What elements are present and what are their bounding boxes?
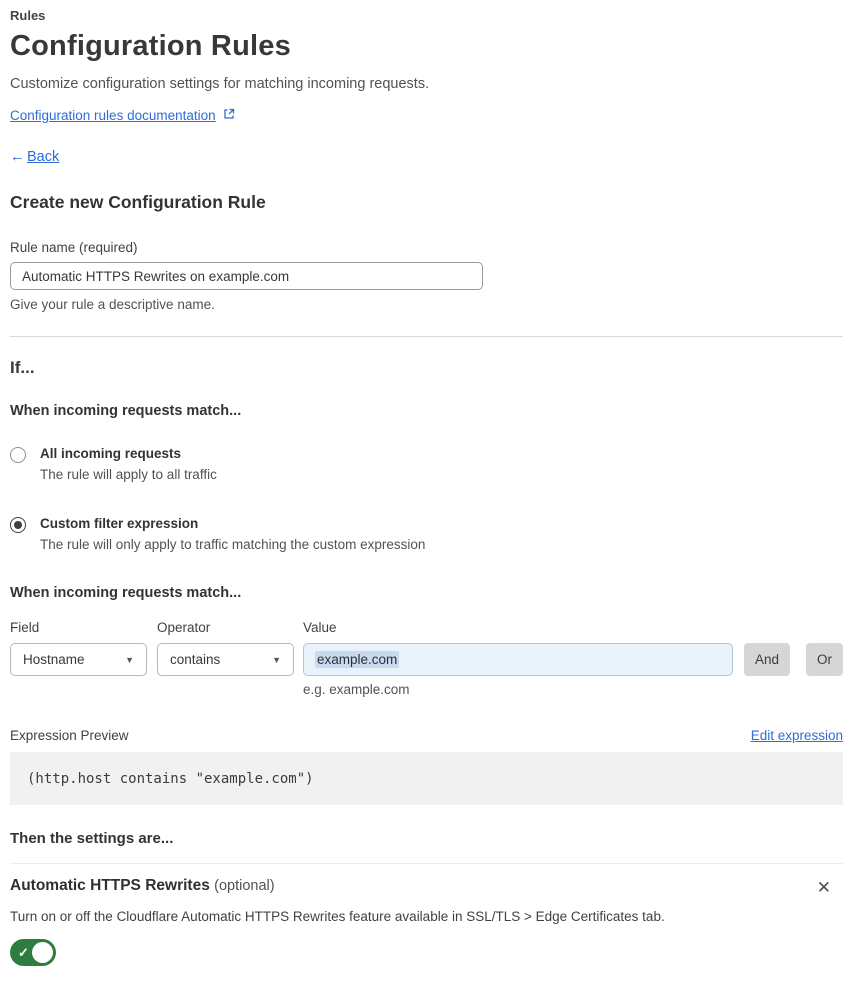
toggle-knob: [32, 942, 53, 963]
operator-select-value: contains: [170, 652, 221, 667]
breadcrumb: Rules: [10, 8, 46, 23]
value-helper: e.g. example.com: [303, 682, 410, 697]
rule-name-helper: Give your rule a descriptive name.: [10, 297, 215, 312]
builder-heading: When incoming requests match...: [10, 585, 242, 601]
field-select[interactable]: [10, 643, 147, 676]
field-label: Field: [10, 620, 40, 635]
operator-label: Operator: [157, 620, 211, 635]
expression-preview-code: (http.host contains "example.com"): [10, 752, 843, 805]
and-button[interactable]: And: [744, 643, 790, 676]
setting-divider: [10, 863, 843, 864]
radio-description: The rule will only apply to traffic matching the custom expression: [40, 537, 426, 552]
page-subtitle: Customize configuration settings for matching incoming requests.: [10, 76, 430, 92]
radio-button-unchecked[interactable]: [10, 447, 26, 463]
radio-button-checked[interactable]: [10, 517, 26, 533]
expression-preview-label: Expression Preview: [10, 728, 129, 743]
chevron-down-icon: ▼: [125, 654, 134, 665]
setting-optional-tag: (optional): [214, 878, 275, 894]
back-arrow-icon: ←: [10, 148, 25, 165]
match-heading: When incoming requests match...: [10, 403, 242, 419]
external-link-icon: [223, 108, 235, 123]
setting-description: Turn on or off the Cloudflare Automatic HTTPS Rewrites feature available in SSL/TLS > Edge Certificates tab.: [10, 909, 665, 924]
check-icon: ✓: [18, 944, 29, 960]
close-icon[interactable]: ✕: [816, 878, 831, 897]
back-link-label: Back: [27, 148, 60, 165]
radio-label: All incoming requests: [40, 446, 182, 461]
radio-option-all-requests[interactable]: [10, 446, 843, 482]
value-label: Value: [303, 620, 337, 635]
then-settings-heading: Then the settings are...: [10, 830, 174, 847]
radio-label: Custom filter expression: [40, 516, 199, 531]
documentation-link[interactable]: Configuration rules documentation: [10, 108, 216, 123]
rule-name-input[interactable]: [10, 262, 483, 290]
value-input[interactable]: [303, 643, 733, 676]
radio-description: The rule will apply to all traffic: [40, 467, 217, 482]
page-title: Configuration Rules: [10, 30, 291, 62]
setting-title: [10, 877, 275, 895]
rule-name-label: Rule name (required): [10, 240, 138, 255]
field-select-value: Hostname: [23, 652, 85, 667]
automatic-https-toggle[interactable]: [10, 939, 56, 966]
or-button[interactable]: Or: [806, 643, 843, 676]
radio-option-custom-filter[interactable]: [10, 516, 843, 552]
chevron-down-icon: ▼: [272, 654, 281, 665]
value-input-text: example.com: [317, 652, 398, 667]
section-divider: [10, 336, 843, 337]
if-heading: If...: [10, 358, 35, 377]
edit-expression-link[interactable]: Edit expression: [750, 728, 843, 743]
setting-title-name: Automatic HTTPS Rewrites: [10, 877, 210, 894]
operator-select[interactable]: [157, 643, 294, 676]
back-link[interactable]: [10, 148, 843, 165]
create-rule-heading: Create new Configuration Rule: [10, 192, 266, 212]
